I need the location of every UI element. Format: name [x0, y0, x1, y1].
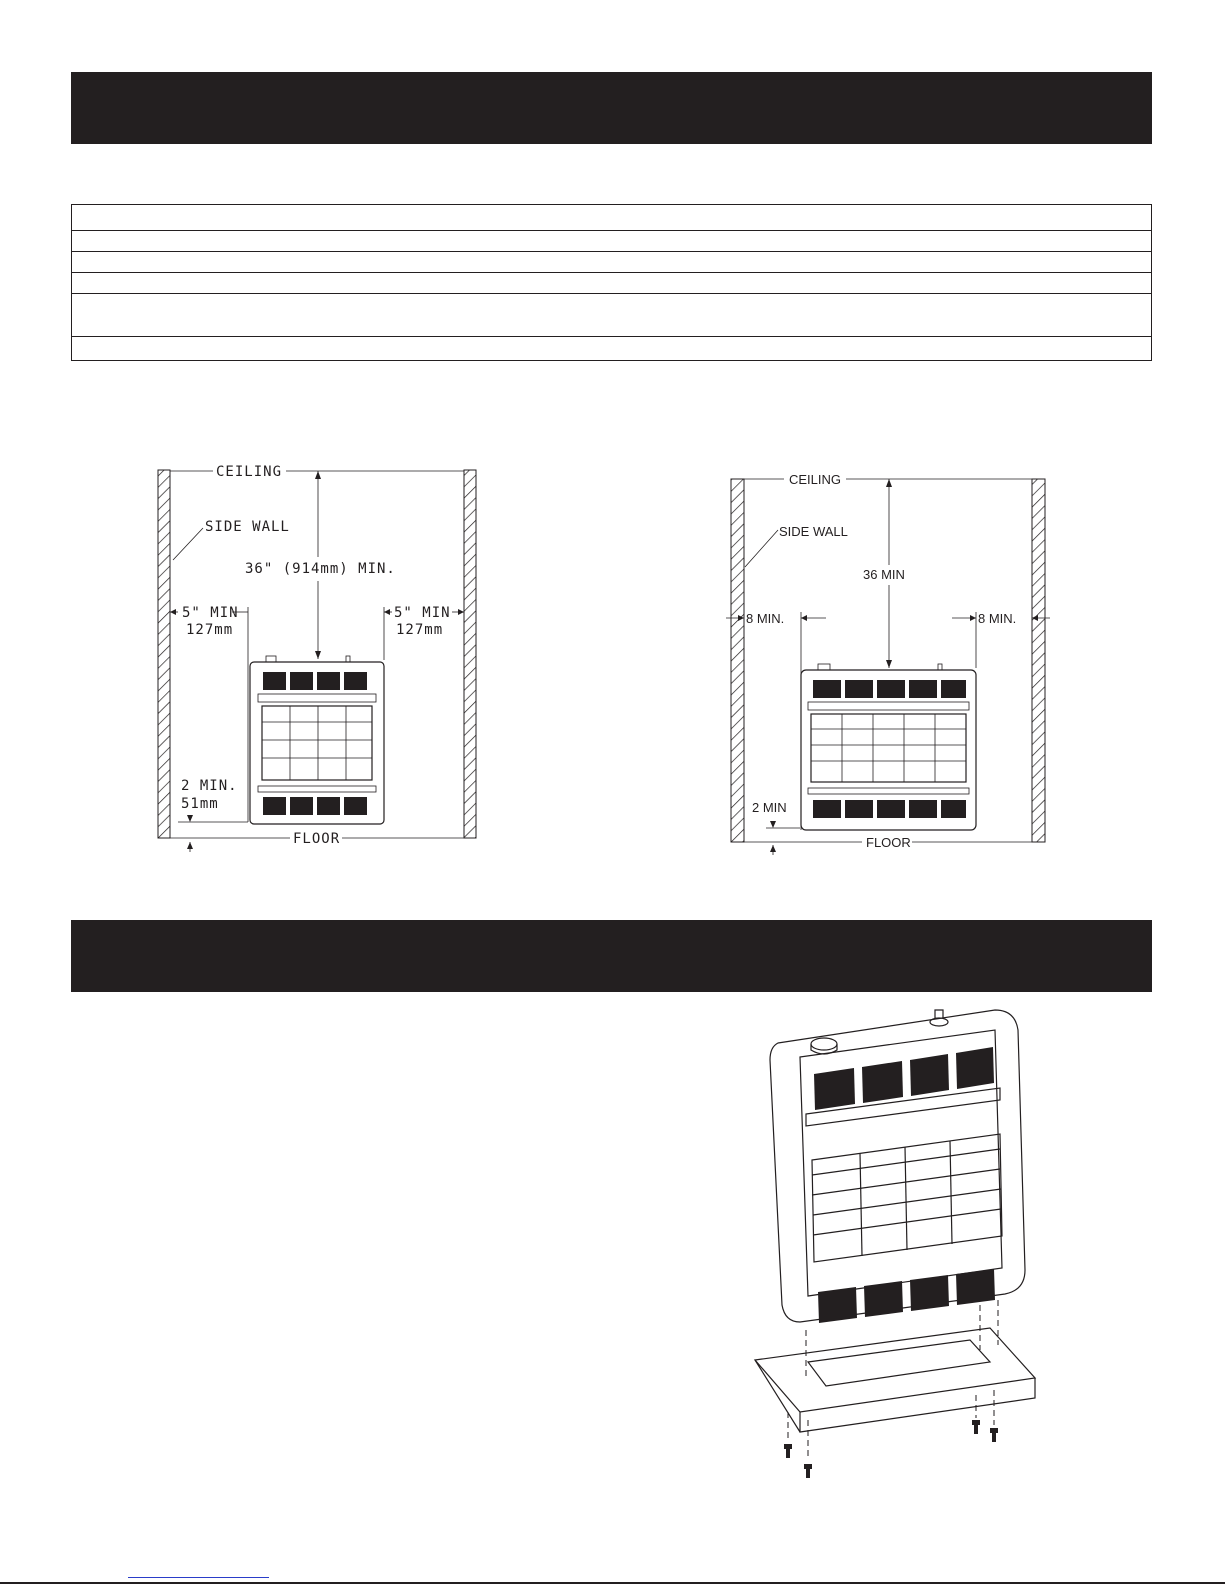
- table-row: [72, 337, 1152, 361]
- section-header-bar: [71, 72, 1152, 144]
- left-clearance-label: 8 MIN.: [746, 611, 785, 626]
- side-wall-right: [464, 470, 476, 838]
- floor-clearance-label: 2 MIN: [752, 800, 787, 815]
- heater-base-assembly-illustration: [740, 1003, 1060, 1483]
- ceiling-label: CEILING: [789, 472, 842, 487]
- table-row: [72, 273, 1152, 294]
- clearance-diagram-large: [720, 468, 1050, 860]
- top-clearance-label: 36" (914mm) MIN.: [245, 561, 396, 577]
- left-clearance-label: 5" MIN: [182, 605, 239, 621]
- side-wall-left: [158, 470, 170, 838]
- side-wall-right: [1032, 479, 1045, 842]
- side-wall-label: SIDE WALL: [779, 524, 848, 539]
- specification-table: [71, 204, 1152, 361]
- left-clearance-mm: 127mm: [186, 622, 234, 638]
- right-clearance-label: 5" MIN: [394, 605, 451, 621]
- table-row: [72, 252, 1152, 273]
- right-clearance-label: 8 MIN.: [978, 611, 1017, 626]
- floor-label: FLOOR: [293, 831, 341, 847]
- table-cell: [72, 252, 1152, 273]
- clearance-diagram-small: [150, 460, 490, 855]
- table-cell: [72, 294, 1152, 337]
- ceiling-label: CEILING: [216, 464, 283, 480]
- top-clearance-label: 36 MIN: [863, 567, 905, 582]
- right-clearance-mm: 127mm: [396, 622, 444, 638]
- side-wall-left: [731, 479, 744, 842]
- table-cell: [72, 205, 1152, 231]
- floor-clearance-mm: 51mm: [181, 796, 219, 812]
- section-header-bar: [71, 920, 1152, 992]
- table-cell: [72, 231, 1152, 252]
- floor-clearance-label: 2 MIN.: [181, 778, 238, 794]
- table-cell: [72, 337, 1152, 361]
- heater-front-view: [250, 656, 384, 824]
- floor-label: FLOOR: [866, 835, 911, 850]
- table-cell: [72, 273, 1152, 294]
- side-wall-label: SIDE WALL: [205, 519, 290, 535]
- table-row: [72, 231, 1152, 252]
- table-row: [72, 294, 1152, 337]
- table-row: [72, 205, 1152, 231]
- heater-front-view: [801, 664, 976, 830]
- footer-rule: [0, 1582, 1225, 1584]
- base-stand: [755, 1328, 1035, 1432]
- footer-link-underline: [128, 1577, 269, 1578]
